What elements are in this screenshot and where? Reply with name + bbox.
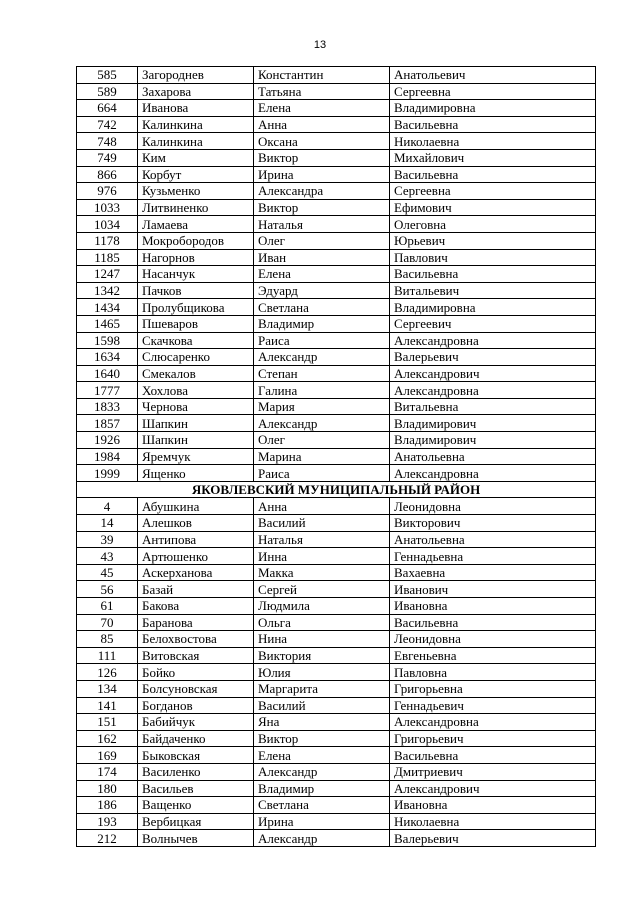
table-row <box>77 498 596 515</box>
cell-number: 70 <box>77 614 138 631</box>
cell-last-name: Насанчук <box>138 266 254 283</box>
cell-first-name: Нина <box>254 631 390 648</box>
cell-last-name: Артюшенко <box>138 548 254 565</box>
table-row <box>77 166 596 183</box>
cell-patronymic: Григорьевич <box>390 730 596 747</box>
cell-last-name: Бакова <box>138 598 254 615</box>
cell-first-name: Марина <box>254 448 390 465</box>
cell-number: 1984 <box>77 448 138 465</box>
cell-first-name: Александр <box>254 349 390 366</box>
cell-last-name: Абушкина <box>138 498 254 515</box>
cell-number: 134 <box>77 680 138 697</box>
cell-number: 111 <box>77 647 138 664</box>
cell-last-name: Калинкина <box>138 116 254 133</box>
cell-number: 1777 <box>77 382 138 399</box>
cell-first-name: Сергей <box>254 581 390 598</box>
cell-first-name: Владимир <box>254 315 390 332</box>
cell-last-name: Бойко <box>138 664 254 681</box>
cell-patronymic: Александровна <box>390 465 596 482</box>
cell-patronymic: Вахаевна <box>390 564 596 581</box>
cell-last-name: Иванова <box>138 100 254 117</box>
cell-patronymic: Анатольевна <box>390 448 596 465</box>
cell-last-name: Богданов <box>138 697 254 714</box>
roster-table <box>76 66 596 847</box>
table-row <box>77 149 596 166</box>
cell-number: 186 <box>77 797 138 814</box>
cell-patronymic: Анатольевич <box>390 67 596 84</box>
cell-number: 162 <box>77 730 138 747</box>
cell-patronymic: Леонидовна <box>390 498 596 515</box>
cell-patronymic: Валерьевич <box>390 830 596 847</box>
cell-patronymic: Васильевна <box>390 747 596 764</box>
cell-patronymic: Александровна <box>390 332 596 349</box>
table-row <box>77 216 596 233</box>
cell-last-name: Скачкова <box>138 332 254 349</box>
cell-last-name: Смекалов <box>138 365 254 382</box>
table-row <box>77 199 596 216</box>
cell-patronymic: Дмитриевич <box>390 763 596 780</box>
cell-patronymic: Павлович <box>390 249 596 266</box>
cell-last-name: Ященко <box>138 465 254 482</box>
cell-patronymic: Павловна <box>390 664 596 681</box>
cell-last-name: Шапкин <box>138 432 254 449</box>
cell-number: 1640 <box>77 365 138 382</box>
table-row <box>77 780 596 797</box>
table-row <box>77 747 596 764</box>
cell-first-name: Светлана <box>254 797 390 814</box>
cell-first-name: Степан <box>254 365 390 382</box>
table-row <box>77 564 596 581</box>
cell-first-name: Раиса <box>254 465 390 482</box>
cell-patronymic: Александрович <box>390 365 596 382</box>
cell-first-name: Василий <box>254 515 390 532</box>
cell-last-name: Базай <box>138 581 254 598</box>
cell-patronymic: Васильевна <box>390 116 596 133</box>
table-row <box>77 465 596 482</box>
cell-last-name: Калинкина <box>138 133 254 150</box>
cell-last-name: Мокробородов <box>138 232 254 249</box>
table-row <box>77 548 596 565</box>
table-row <box>77 67 596 84</box>
cell-first-name: Эдуард <box>254 282 390 299</box>
cell-first-name: Юлия <box>254 664 390 681</box>
table-row <box>77 249 596 266</box>
cell-last-name: Ким <box>138 149 254 166</box>
table-row <box>77 647 596 664</box>
cell-last-name: Антипова <box>138 531 254 548</box>
cell-first-name: Елена <box>254 266 390 283</box>
cell-number: 1465 <box>77 315 138 332</box>
cell-first-name: Галина <box>254 382 390 399</box>
cell-patronymic: Васильевна <box>390 614 596 631</box>
cell-patronymic: Сергеевна <box>390 183 596 200</box>
table-row <box>77 797 596 814</box>
cell-last-name: Болсуновская <box>138 680 254 697</box>
cell-last-name: Пролубщикова <box>138 299 254 316</box>
cell-patronymic: Ефимович <box>390 199 596 216</box>
cell-first-name: Наталья <box>254 216 390 233</box>
cell-number: 39 <box>77 531 138 548</box>
cell-first-name: Мария <box>254 398 390 415</box>
cell-patronymic: Александрович <box>390 780 596 797</box>
table-row <box>77 714 596 731</box>
cell-patronymic: Евгеньевна <box>390 647 596 664</box>
cell-number: 56 <box>77 581 138 598</box>
cell-first-name: Виктор <box>254 730 390 747</box>
cell-first-name: Александр <box>254 830 390 847</box>
section-row <box>77 481 596 498</box>
cell-first-name: Виктор <box>254 199 390 216</box>
cell-first-name: Ольга <box>254 614 390 631</box>
table-row <box>77 266 596 283</box>
section-title: ЯКОВЛЕВСКИЙ МУНИЦИПАЛЬНЫЙ РАЙОН <box>77 481 596 498</box>
cell-patronymic: Сергеевич <box>390 315 596 332</box>
cell-last-name: Хохлова <box>138 382 254 399</box>
cell-last-name: Литвиненко <box>138 199 254 216</box>
cell-last-name: Захарова <box>138 83 254 100</box>
cell-first-name: Раиса <box>254 332 390 349</box>
cell-patronymic: Владимирович <box>390 432 596 449</box>
cell-first-name: Виктория <box>254 647 390 664</box>
cell-first-name: Инна <box>254 548 390 565</box>
table-row <box>77 631 596 648</box>
cell-first-name: Анна <box>254 116 390 133</box>
cell-first-name: Александр <box>254 763 390 780</box>
cell-patronymic: Александровна <box>390 382 596 399</box>
cell-patronymic: Михайлович <box>390 149 596 166</box>
cell-first-name: Владимир <box>254 780 390 797</box>
cell-patronymic: Владимирович <box>390 415 596 432</box>
cell-number: 1247 <box>77 266 138 283</box>
cell-last-name: Корбут <box>138 166 254 183</box>
table-row <box>77 680 596 697</box>
cell-number: 976 <box>77 183 138 200</box>
cell-patronymic: Васильевна <box>390 166 596 183</box>
cell-number: 664 <box>77 100 138 117</box>
table-row <box>77 763 596 780</box>
table-row <box>77 730 596 747</box>
table-row <box>77 830 596 847</box>
cell-last-name: Алешков <box>138 515 254 532</box>
cell-number: 180 <box>77 780 138 797</box>
cell-first-name: Олег <box>254 232 390 249</box>
cell-last-name: Чернова <box>138 398 254 415</box>
table-row <box>77 598 596 615</box>
cell-number: 1634 <box>77 349 138 366</box>
cell-first-name: Ирина <box>254 166 390 183</box>
cell-last-name: Аскерханова <box>138 564 254 581</box>
cell-number: 585 <box>77 67 138 84</box>
cell-patronymic: Ивановна <box>390 598 596 615</box>
cell-number: 1926 <box>77 432 138 449</box>
cell-number: 1034 <box>77 216 138 233</box>
cell-number: 4 <box>77 498 138 515</box>
table-row <box>77 531 596 548</box>
cell-number: 1185 <box>77 249 138 266</box>
cell-last-name: Белохвостова <box>138 631 254 648</box>
cell-first-name: Ирина <box>254 813 390 830</box>
cell-number: 1833 <box>77 398 138 415</box>
cell-patronymic: Геннадьевич <box>390 697 596 714</box>
cell-patronymic: Витальевич <box>390 282 596 299</box>
cell-number: 169 <box>77 747 138 764</box>
cell-patronymic: Васильевна <box>390 266 596 283</box>
cell-number: 43 <box>77 548 138 565</box>
cell-patronymic: Олеговна <box>390 216 596 233</box>
table-row <box>77 365 596 382</box>
cell-number: 141 <box>77 697 138 714</box>
cell-first-name: Маргарита <box>254 680 390 697</box>
table-row <box>77 299 596 316</box>
cell-number: 1342 <box>77 282 138 299</box>
cell-patronymic: Владимировна <box>390 100 596 117</box>
cell-first-name: Татьяна <box>254 83 390 100</box>
cell-patronymic: Анатольевна <box>390 531 596 548</box>
cell-patronymic: Александровна <box>390 714 596 731</box>
cell-last-name: Васильев <box>138 780 254 797</box>
table-row <box>77 382 596 399</box>
cell-number: 749 <box>77 149 138 166</box>
cell-number: 14 <box>77 515 138 532</box>
cell-first-name: Макка <box>254 564 390 581</box>
cell-first-name: Виктор <box>254 149 390 166</box>
cell-last-name: Байдаченко <box>138 730 254 747</box>
cell-first-name: Александра <box>254 183 390 200</box>
cell-first-name: Елена <box>254 100 390 117</box>
cell-patronymic: Витальевна <box>390 398 596 415</box>
cell-patronymic: Викторович <box>390 515 596 532</box>
cell-number: 61 <box>77 598 138 615</box>
cell-last-name: Волнычев <box>138 830 254 847</box>
cell-first-name: Олег <box>254 432 390 449</box>
table-row <box>77 813 596 830</box>
cell-patronymic: Сергеевна <box>390 83 596 100</box>
cell-last-name: Кузьменко <box>138 183 254 200</box>
cell-number: 45 <box>77 564 138 581</box>
cell-last-name: Баранова <box>138 614 254 631</box>
cell-number: 193 <box>77 813 138 830</box>
table-row <box>77 432 596 449</box>
cell-last-name: Витовская <box>138 647 254 664</box>
table-row <box>77 448 596 465</box>
cell-number: 1178 <box>77 232 138 249</box>
cell-patronymic: Леонидовна <box>390 631 596 648</box>
table-row <box>77 232 596 249</box>
cell-last-name: Шапкин <box>138 415 254 432</box>
roster-body <box>77 67 596 847</box>
cell-first-name: Василий <box>254 697 390 714</box>
cell-patronymic: Геннадьевна <box>390 548 596 565</box>
table-row <box>77 581 596 598</box>
cell-number: 174 <box>77 763 138 780</box>
cell-number: 748 <box>77 133 138 150</box>
cell-number: 742 <box>77 116 138 133</box>
table-row <box>77 664 596 681</box>
table-row <box>77 116 596 133</box>
cell-number: 212 <box>77 830 138 847</box>
cell-first-name: Иван <box>254 249 390 266</box>
cell-first-name: Александр <box>254 415 390 432</box>
table-row <box>77 183 596 200</box>
table-row <box>77 83 596 100</box>
cell-patronymic: Иванович <box>390 581 596 598</box>
cell-number: 866 <box>77 166 138 183</box>
cell-first-name: Оксана <box>254 133 390 150</box>
cell-number: 85 <box>77 631 138 648</box>
table-row <box>77 697 596 714</box>
cell-first-name: Людмила <box>254 598 390 615</box>
cell-last-name: Ламаева <box>138 216 254 233</box>
cell-last-name: Быковская <box>138 747 254 764</box>
cell-first-name: Анна <box>254 498 390 515</box>
cell-last-name: Нагорнов <box>138 249 254 266</box>
cell-first-name: Елена <box>254 747 390 764</box>
table-row <box>77 515 596 532</box>
table-row <box>77 614 596 631</box>
cell-patronymic: Николаевна <box>390 813 596 830</box>
cell-last-name: Бабийчук <box>138 714 254 731</box>
table-row <box>77 315 596 332</box>
cell-patronymic: Ивановна <box>390 797 596 814</box>
cell-patronymic: Юрьевич <box>390 232 596 249</box>
cell-last-name: Ващенко <box>138 797 254 814</box>
cell-last-name: Вербицкая <box>138 813 254 830</box>
table-row <box>77 332 596 349</box>
cell-number: 1033 <box>77 199 138 216</box>
cell-first-name: Наталья <box>254 531 390 548</box>
cell-number: 1999 <box>77 465 138 482</box>
table-row <box>77 133 596 150</box>
cell-first-name: Константин <box>254 67 390 84</box>
cell-first-name: Светлана <box>254 299 390 316</box>
cell-first-name: Яна <box>254 714 390 731</box>
cell-last-name: Пачков <box>138 282 254 299</box>
cell-number: 151 <box>77 714 138 731</box>
cell-number: 126 <box>77 664 138 681</box>
cell-patronymic: Владимировна <box>390 299 596 316</box>
cell-number: 589 <box>77 83 138 100</box>
cell-last-name: Василенко <box>138 763 254 780</box>
cell-last-name: Яремчук <box>138 448 254 465</box>
table-row <box>77 282 596 299</box>
cell-last-name: Слюсаренко <box>138 349 254 366</box>
cell-patronymic: Григорьевна <box>390 680 596 697</box>
cell-patronymic: Валерьевич <box>390 349 596 366</box>
cell-last-name: Пшеваров <box>138 315 254 332</box>
cell-last-name: Загороднев <box>138 67 254 84</box>
cell-patronymic: Николаевна <box>390 133 596 150</box>
cell-number: 1857 <box>77 415 138 432</box>
cell-number: 1598 <box>77 332 138 349</box>
table-row <box>77 398 596 415</box>
page-number: 13 <box>313 39 327 51</box>
cell-number: 1434 <box>77 299 138 316</box>
table-row <box>77 100 596 117</box>
table-row <box>77 349 596 366</box>
table-row <box>77 415 596 432</box>
